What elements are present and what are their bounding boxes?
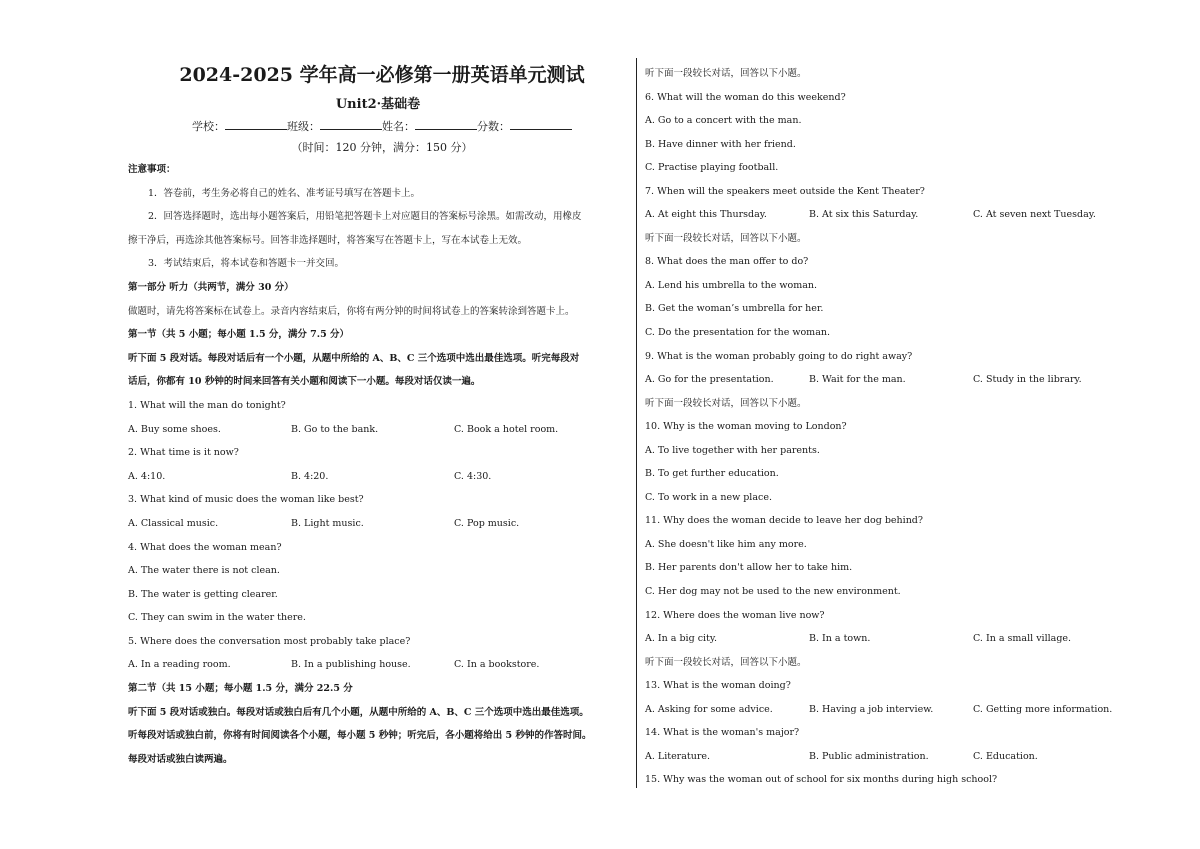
question-line: B. Her parents don't allow her to take him. [645,562,853,574]
question-line: 9. What is the woman probably going to do right away? [645,350,913,362]
question-line: 听下面一段较长对话，回答以下小题。 [645,68,807,79]
question-line: C. Practise playing football. [645,162,779,174]
answer-option: B. Having a job interview. [809,703,934,715]
question-line: A. Go to a concert with the man. [645,115,802,127]
option-row [645,698,1115,722]
question-line: 7. When will the speakers meet outside the Kent Theater? [645,185,925,197]
option-row [128,418,628,442]
question-line: A. Lend his umbrella to the woman. [645,279,818,291]
page-subtitle: Unit2·基础卷 [335,97,421,112]
answer-option: B. Light music. [291,517,364,529]
class-blank[interactable] [320,117,382,130]
answer-option: A. Buy some shoes. [128,423,221,435]
section2-instruction: 每段对话或独白读两遍。 [128,753,233,765]
answer-option: A. 4:10. [128,470,166,482]
answer-option: C. Study in the library. [973,374,1082,386]
answer-option: B. In a publishing house. [291,659,411,671]
question-line: C. Her dog may not be used to the new environment. [645,586,901,598]
score-label: 分数： [477,120,510,133]
time-note: （时间：120 分钟，满分：150 分） [291,141,473,154]
section1-instruction: 话后，你都有 10 秒钟的时间来回答有关小题和阅读下一小题。每段对话仅读一遍。 [128,376,481,388]
school-blank[interactable] [225,117,287,130]
option-row [645,627,1115,651]
part1-heading: 第一部分 听力（共两节，满分 30 分） [128,281,294,293]
section1-instruction: 听下面 5 段对话。每段对话后有一个小题，从题中所给的 A、B、C 三个选项中选出最佳选项。听完每段对 [128,352,580,364]
answer-option: A. Asking for some advice. [645,703,773,715]
question-line: 11. Why does the woman decide to leave her dog behind? [645,515,923,527]
option-row [645,368,1115,392]
question-line: 听下面一段较长对话，回答以下小题。 [645,397,807,409]
name-label: 姓名： [382,120,415,133]
section1-heading: 第一节（共 5 小题；每小题 1.5 分，满分 7.5 分） [128,329,350,341]
question-stem: 4. What does the woman mean? [128,541,282,553]
option-row [645,203,1115,227]
school-label: 学校： [192,120,225,133]
question-stem: 5. Where does the conversation most probably take place? [128,635,411,647]
class-label: 班级： [287,120,320,133]
note-item: 擦干净后，再选涂其他答案标号。回答非选择题时，将答案写在答题卡上，写在本试卷上无效。 [128,234,528,246]
question-stem: 2. What time is it now? [128,447,239,459]
question-line: B. Get the woman’s umbrella for her. [645,303,824,315]
part1-instruction: 做题时，请先将答案标在试卷上。录音内容结束后，你将有两分钟的时间将试卷上的答案转涂到答题卡上。 [128,305,575,317]
question-stem: 3. What kind of music does the woman like best? [128,494,364,506]
question-line: A. To live together with her parents. [645,444,820,456]
note-item: 2．回答选择题时，选出每小题答案后，用铅笔把答题卡上对应题目的答案标号涂黑。如需改动，用橡皮 [148,211,582,223]
answer-option: B. Public administration. [809,750,929,762]
answer-option: A. At eight this Thursday. [645,209,767,221]
student-info-row [136,117,628,137]
left-question-list [128,394,628,677]
question-line: A. She doesn't like him any more. [645,538,807,550]
question-line: C. To work in a new place. [645,491,772,503]
answer-option: C. 4:30. [454,470,492,482]
question-line: B. Have dinner with her friend. [645,138,796,150]
section2-instruction: 听每段对话或独白前，你将有时间阅读各个小题，每小题 5 秒钟；听完后，各小题将给出 5 秒钟的作答时间。 [128,730,592,742]
answer-option: C. They can swim in the water there. [128,612,306,624]
answer-option: C. In a small village. [973,633,1072,645]
question-line: 14. What is the woman's major? [645,727,800,739]
page-title: 2024-2025 学年高一必修第一册英语单元测试 [179,64,585,86]
answer-option: A. Literature. [645,750,711,762]
question-line: 10. Why is the woman moving to London? [645,421,847,433]
question-stem: 1. What will the man do tonight? [128,399,286,411]
left-column [128,62,628,771]
column-divider [636,58,637,788]
note-item: 3．考试结束后，将本试卷和答题卡一并交回。 [148,258,345,270]
answer-option: C. Book a hotel room. [454,423,559,435]
answer-option: A. In a reading room. [128,659,231,671]
section2-instruction: 听下面 5 段对话或独白。每段对话或独白后有几个小题，从题中所给的 A、B、C 三个选项中选出最佳选项。 [128,706,589,718]
question-line: 13. What is the woman doing? [645,680,791,692]
answer-option: C. Pop music. [454,517,520,529]
question-line: C. Do the presentation for the woman. [645,327,830,339]
notes-heading: 注意事项： [128,164,176,175]
option-row [128,653,628,677]
question-line: 12. Where does the woman live now? [645,609,825,621]
answer-option: A. In a big city. [645,633,717,645]
question-line: 听下面一段较长对话，回答以下小题。 [645,232,807,244]
note-item: 1．答卷前，考生务必将自己的姓名、准考证号填写在答题卡上。 [148,187,421,199]
question-line: B. To get further education. [645,468,779,480]
answer-option: B. The water is getting clearer. [128,588,278,600]
option-row [645,745,1115,769]
answer-option: A. Go for the presentation. [645,374,774,386]
answer-option: B. 4:20. [291,470,329,482]
question-line: 6. What will the woman do this weekend? [645,91,846,103]
answer-option: C. Getting more information. [973,703,1113,715]
answer-option: B. In a town. [809,633,871,645]
answer-option: B. Wait for the man. [809,374,906,386]
answer-option: C. Education. [973,750,1038,762]
question-line: 8. What does the man offer to do? [645,256,809,268]
score-blank[interactable] [510,117,572,130]
answer-option: C. In a bookstore. [454,659,540,671]
answer-option: A. Classical music. [128,517,219,529]
answer-option: C. At seven next Tuesday. [973,209,1096,221]
right-column [645,62,1115,792]
option-row [128,465,628,489]
answer-option: A. The water there is not clean. [128,565,280,577]
question-line: 听下面一段较长对话，回答以下小题。 [645,656,807,668]
question-line: 15. Why was the woman out of school for six months during high school? [645,774,998,786]
section2-heading: 第二节（共 15 小题；每小题 1.5 分，满分 22.5 分 [128,683,353,695]
answer-option: B. At six this Saturday. [809,209,919,221]
name-blank[interactable] [415,117,477,130]
answer-option: B. Go to the bank. [291,423,379,435]
option-row [128,512,628,536]
